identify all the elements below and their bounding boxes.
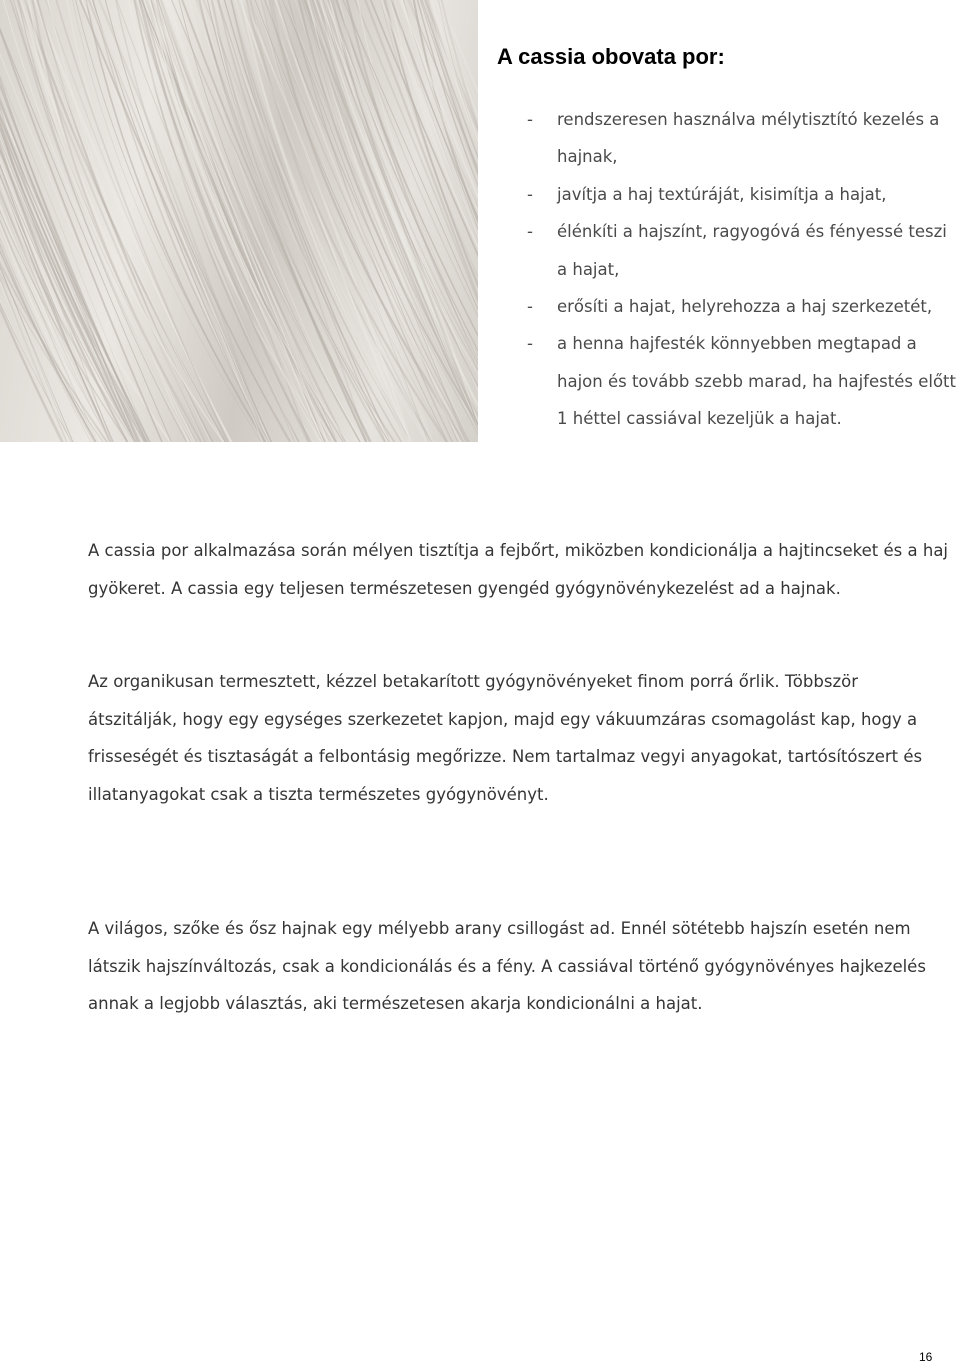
page-heading: A cassia obovata por: xyxy=(497,44,725,69)
paragraph-color-effect: A világos, szőke és ősz hajnak egy mélyebb arany csillogást ad. Ennél sötétebb hajszín esetén nem látszik hajszínváltozás, csak a kondicionálás és a fény. A cassiával történő gyógynövényes hajkezelés annak a legjobb választás, aki természetesen akarja kondicionálni a hajat. xyxy=(88,919,926,1014)
paragraph-production: Az organikusan termesztett, kézzel betakarított gyógynövényeket finom porrá őrlik. Többször átszitálják, hogy egy egységes szerkezetet kapjon, majd egy vákuumzáras csomagolást kap, hogy a frisseségét és tisztaságát a felbontásig megőrizze. Nem tartalmaz vegyi anyagokat, tartósítószert és illatanyagokat csak a tiszta természetes gyógynövényt. xyxy=(88,672,923,804)
hair-texture xyxy=(0,0,478,442)
paragraph-application: A cassia por alkalmazása során mélyen tisztítja a fejbőrt, miközben kondicionálja a hajtincseket és a haj gyökeret. A cassia egy teljesen természetesen gyengéd gyógynövénykezelést ad a hajnak. xyxy=(88,541,949,598)
list-item: - javítja a haj textúráját, kisimítja a hajat, xyxy=(527,176,957,213)
page-number: 16 xyxy=(919,1350,933,1364)
benefits-list xyxy=(527,101,957,438)
list-item: - rendszeresen használva mélytisztító kezelés a hajnak, xyxy=(527,101,957,176)
hair-photo xyxy=(0,0,478,442)
list-item: - erősíti a hajat, helyrehozza a haj szerkezetét, xyxy=(527,288,957,325)
list-item: - a henna hajfesték könnyebben megtapad a hajon és tovább szebb marad, ha hajfestés előtt 1 héttel cassiával kezeljük a hajat. xyxy=(527,325,957,437)
list-item: - élénkíti a hajszínt, ragyogóvá és fényessé teszi a hajat, xyxy=(527,213,957,288)
